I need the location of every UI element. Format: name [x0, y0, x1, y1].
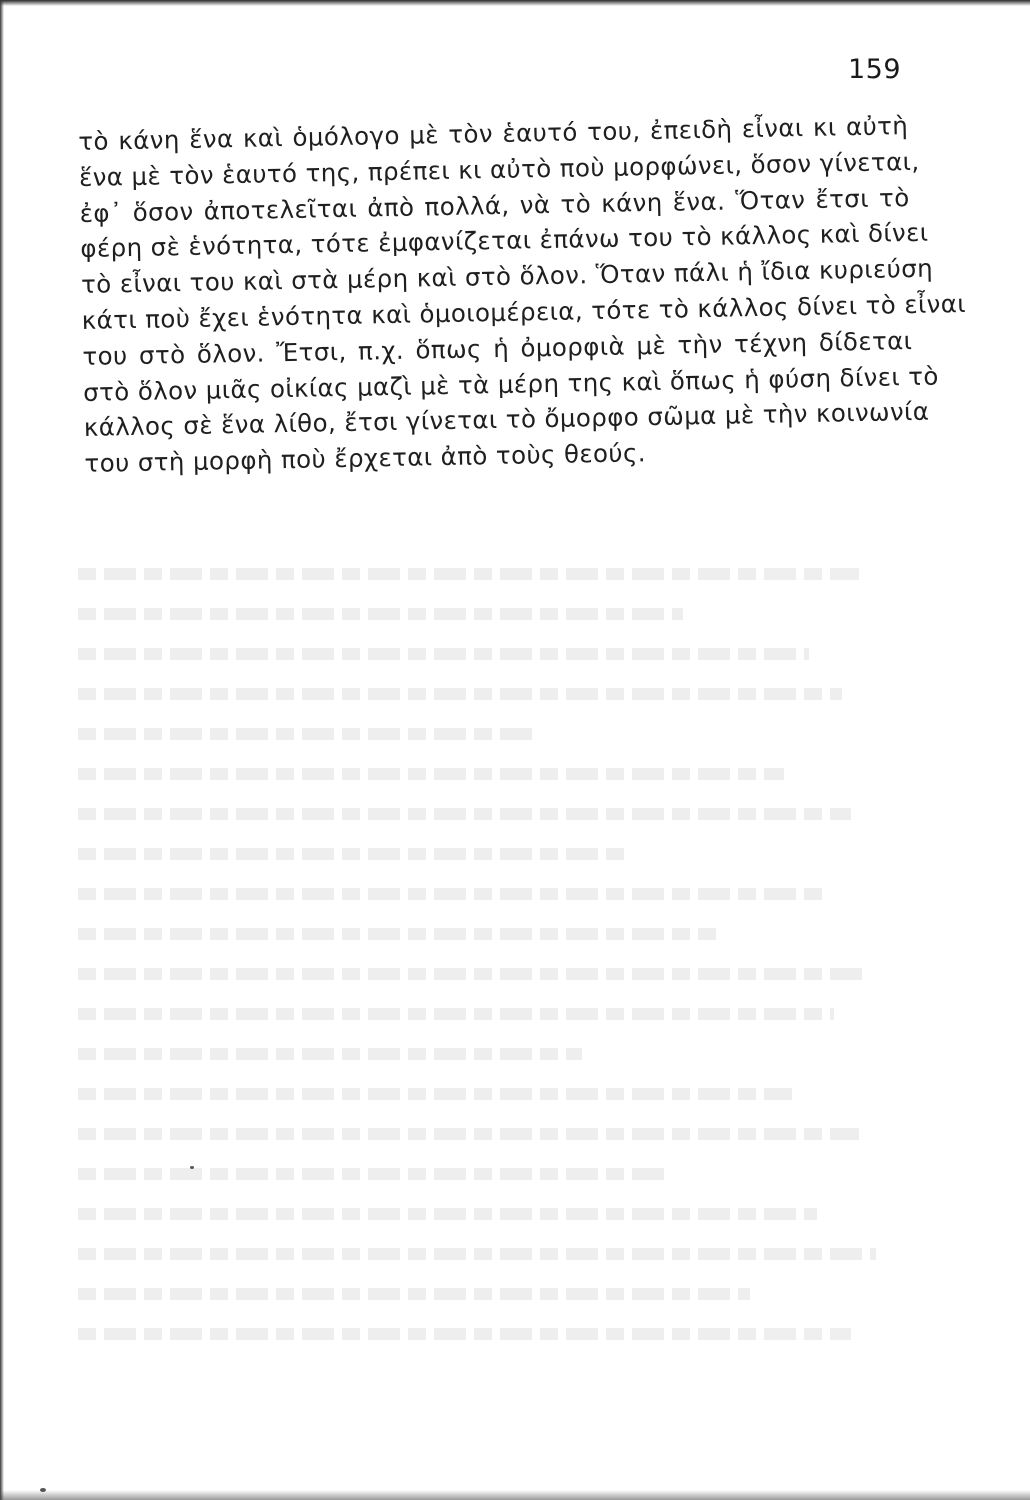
page-number: 159 [848, 54, 902, 85]
reverse-side-bleed-through [78, 440, 918, 1340]
text-line: του στὸ ὅλον. Ἔτσι, π.χ. ὅπως ἡ ὀμορφιὰ μὲ τὴν τέχνη δίδεται [82, 325, 913, 371]
scan-bottom-edge [0, 1490, 1030, 1500]
text-line: κάτι ποὺ ἔχει ἑνότητα καὶ ὁμοιομέρεια, τότε τὸ κάλλος δίνει τὸ εἶναι [81, 288, 967, 335]
text-line: τὸ εἶναι του καὶ στὰ μέρη καὶ στὸ ὅλον. Ὅταν πάλι ἡ ἴδια κυριεύση [80, 253, 934, 300]
text-line: κάλλος σὲ ἕνα λίθο, ἔτσι γίνεται τὸ ὄμορφο σῶμα μὲ τὴν κοινωνία [83, 397, 930, 443]
scan-left-edge [0, 0, 4, 1500]
text-line: του στὴ μορφὴ ποὺ ἔρχεται ἀπὸ τοὺς θεούς. [84, 438, 647, 479]
text-line: ἐφ᾽ ὅσον ἀποτελεῖται ἀπὸ πολλά, νὰ τὸ κάνη ἕνα. Ὅταν ἔτσι τὸ [79, 182, 910, 228]
dust-speck [40, 1488, 46, 1492]
text-line: ἕνα μὲ τὸν ἑαυτό της, πρέπει κι αὐτὸ ποὺ μορφώνει, ὅσον γίνεται, [78, 146, 920, 192]
text-line: φέρη σὲ ἑνότητα, τότε ἐμφανίζεται ἐπάνω του τὸ κάλλος καὶ δίνει [80, 218, 929, 264]
scan-top-edge [0, 0, 1030, 6]
text-line: τὸ κάνη ἕνα καὶ ὁμόλογο μὲ τὸν ἑαυτό του, ἐπειδὴ εἶναι κι αὐτὴ [78, 111, 909, 156]
dust-speck [190, 1166, 194, 1169]
text-line: στὸ ὅλον μιᾶς οἰκίας μαζὶ μὲ τὰ μέρη της καὶ ὅπως ἡ φύση δίνει τὸ [82, 361, 940, 407]
body-text [78, 108, 967, 482]
